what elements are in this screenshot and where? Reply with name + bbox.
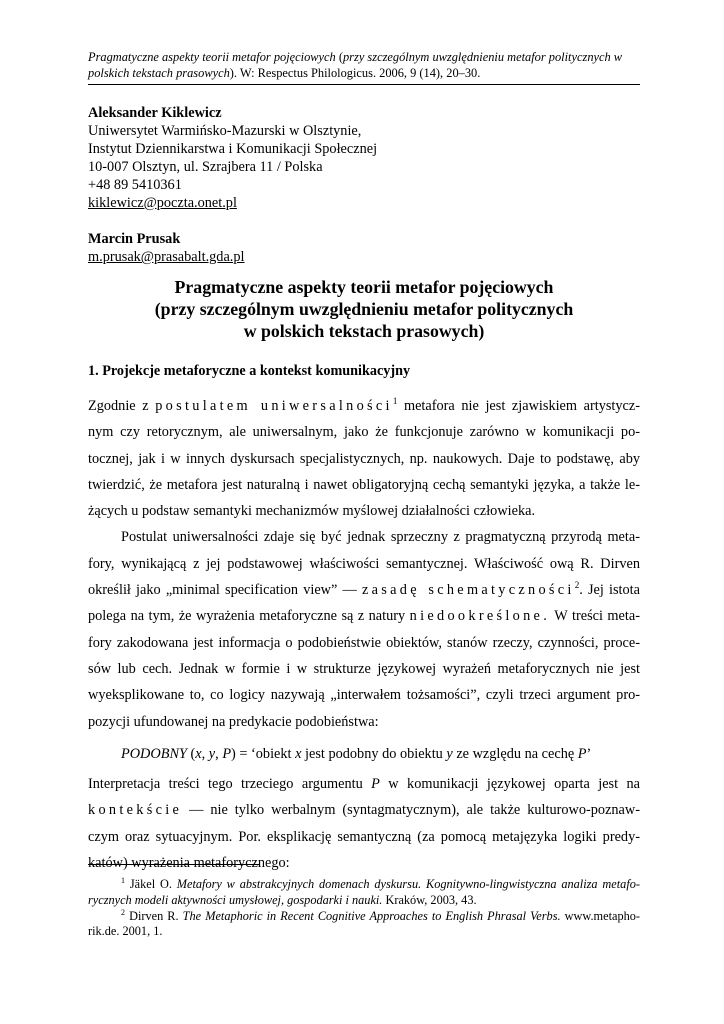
author1-email-link[interactable]: kiklewicz@poczta.onet.pl <box>88 195 237 211</box>
text-line: fory zakodowana jest informacja o podobieństwie obiektów, stanów rzeczy, czynności, proce- <box>88 634 640 651</box>
text-line: nym czy retorycznym, ale uniwersalnym, jako że funkcjonuje zarówno w komunikacji po- <box>88 424 640 441</box>
header-citation: ). W: Respectus Philologicus. 2006, 9 (14), 20–30. <box>229 66 481 80</box>
text-line: fory, wynikającą z jej podstawowej właściwości semantycznej. Właściwość ową R. Dirven <box>88 555 640 572</box>
text-line: Postulat uniwersalności zdaje się być jednak sprzeczny z pragmatyczną przyrodą meta- <box>121 529 640 546</box>
author1-affiliation-2: Instytut Dziennikarstwa i Komunikacji Społecznej <box>88 141 378 157</box>
header-title: Pragmatyczne aspekty teorii metafor pojęciowych <box>88 50 336 64</box>
text-line: twierdzić, że metafora jest naturalną i nawet obligatoryjną cechą semantyki języka, a także le- <box>88 476 640 493</box>
body-text <box>88 393 640 876</box>
title-line-2: (przy szczególnym uwzględnieniu metafor politycznych <box>154 299 574 319</box>
footnote-number: 1 <box>121 875 125 885</box>
text-line: pozycji ufundowanej na predykacie podobieństwa: <box>88 713 379 730</box>
text-line: polega na tym, że wyrażenia metaforyczne są z natury niedookreślone. W treści meta- <box>88 608 640 625</box>
footnotes <box>88 877 640 940</box>
spaced-term: postulatem uniwersalności <box>155 398 393 414</box>
author1-affiliation-1: Uniwersytet Warmińsko-Mazurski w Olsztynie, <box>88 123 362 139</box>
author-block <box>88 104 640 266</box>
section-heading: 1. Projekcje metaforyczne a kontekst komunikacyjny <box>88 363 411 379</box>
text-line: określił jako „minimal specification view” — zasadę schematyczności$^2$. Jej istota <box>88 580 640 599</box>
text-line: Zgodnie z postulatem uniwersalności$^1$ metafora nie jest zjawiskiem artystycz- <box>88 396 641 414</box>
footnote-ref-1[interactable]: 1 <box>392 396 398 407</box>
author1-phone: +48 89 5410361 <box>88 177 182 193</box>
author1-address: 10-007 Olsztyn, ul. Szrajbera 11 / Polska <box>88 159 323 175</box>
text-line: żących u podstaw semantyki mechanizmów myślowej działalności człowieka. <box>88 503 536 520</box>
spaced-term: kontekście <box>88 802 183 819</box>
footnote-divider <box>88 864 260 865</box>
text-line: sów lub cech. Jednak w formie i w strukturze językowej wyrażeń metaforycznych nie jest <box>88 660 640 677</box>
text-line: tocznej, jak i w innych dyskursach specjalistycznych, np. naukowych. Daje to podstawę, aby <box>88 450 640 467</box>
running-header <box>88 49 640 81</box>
footnote-ref-2[interactable]: 2 <box>574 580 580 591</box>
header-subtitle-end: polskich tekstach prasowych <box>88 66 230 80</box>
spaced-term: niedookreślone. <box>409 608 551 625</box>
text-line: wyeksplikowane to, co logicy nazywają „interwałem tożsamości”, czyli trzeci argument pro- <box>88 687 640 704</box>
header-paren: ( <box>335 50 343 64</box>
author2-email-link[interactable]: m.prusak@prasabalt.gda.pl <box>88 249 245 265</box>
text-line: kontekście — nie tylko werbalnym (syntagmatycznym), ale także kulturowo-poznaw- <box>88 802 640 819</box>
author1-name: Aleksander Kiklewicz <box>88 105 222 121</box>
title-line-3: w polskich tekstach prasowych) <box>243 321 485 341</box>
footnote-number: 2 <box>121 907 125 917</box>
title-line-1: Pragmatyczne aspekty teorii metafor pojęciowych <box>174 277 554 297</box>
text-line: Interpretacja treści tego trzeciego argumentu P w komunikacji językowej oparta jest na <box>88 776 641 793</box>
formula: PODOBNY (x, y, P) = ‘obiekt x jest podobny do obiektu y ze względu na cechę P’ <box>121 745 592 762</box>
text-line: czym oraz sytuacyjnym. Por. eksplikację semantyczną (za pomocą metajęzyka logiki predy- <box>88 828 640 845</box>
header-divider <box>88 84 640 85</box>
text-line: katów) wyrażenia metaforycznego: <box>88 855 290 872</box>
footnote-2: $^2$ Dirven R. The Metaphoric in Recent Cognitive Approaches to English Phrasal Verbs. www.metapho- rik.de. 2001, 1. <box>88 907 640 939</box>
author2-name: Marcin Prusak <box>88 231 181 247</box>
paper-title <box>88 276 640 342</box>
header-subtitle: przy szczególnym uwzględnieniu metafor politycznych w <box>342 50 623 64</box>
spaced-term: zasadę schematyczności <box>361 582 575 599</box>
footnote-1: $^1$ Jäkel O. Metafory w abstrakcyjnych domenach dyskursu. Kognitywno-lingwistyczna analiza metafo- rycznych modeli aktywności umysłowej, gospodarki i nauki. Kraków, 2003, 43. <box>88 875 640 907</box>
